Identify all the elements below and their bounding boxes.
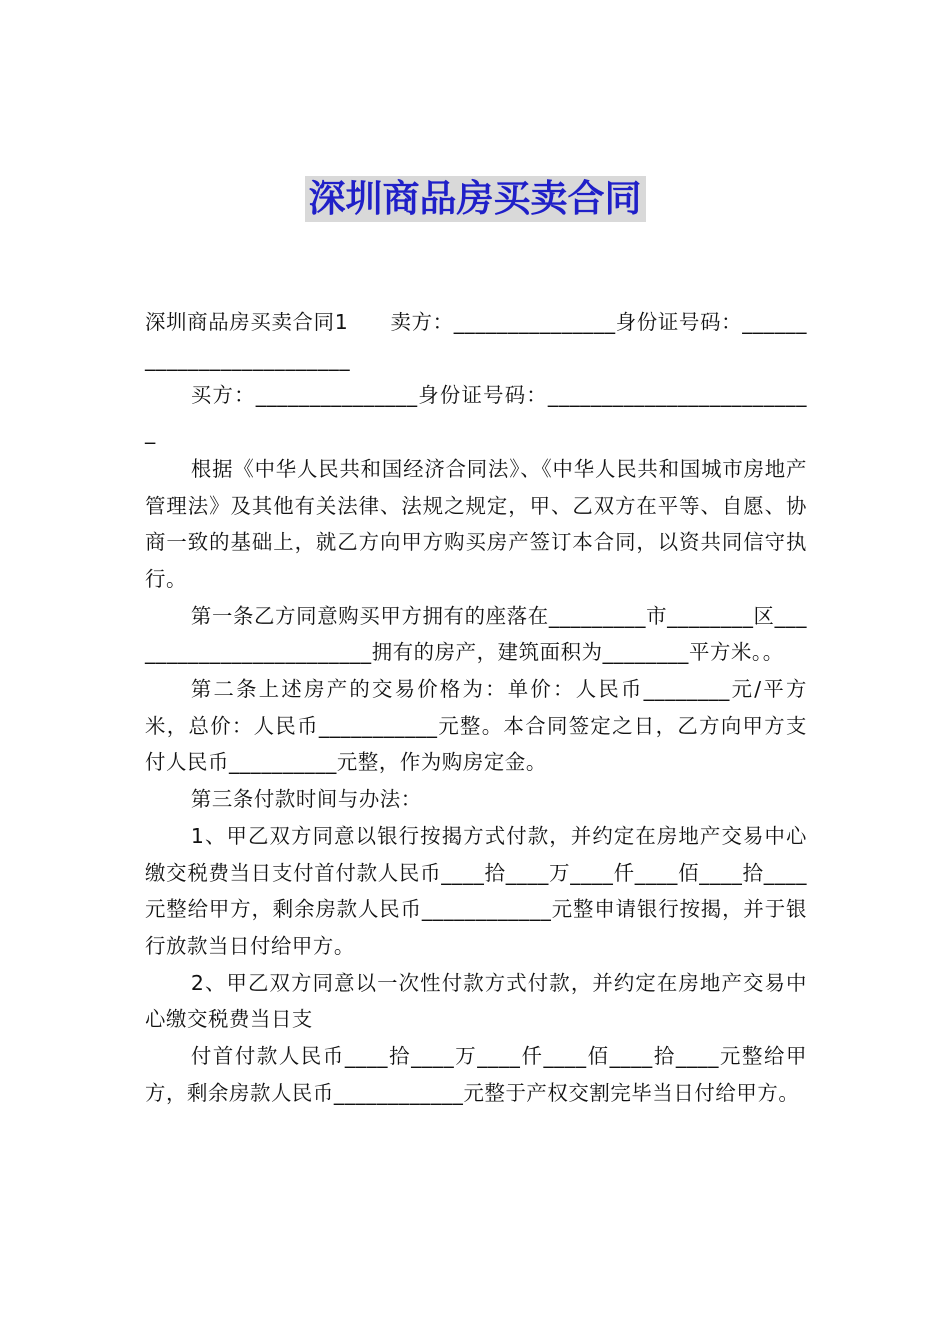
paragraph-header-parties: 深圳商品房买卖合同1 卖方：_______________身份证号码：_________________________ (145, 310, 807, 371)
contract-body (145, 304, 807, 1111)
paragraph-article-3-item-1: 1、甲乙双方同意以银行按揭方式付款，并约定在房地产交易中心缴交税费当日支付首付款人民币____拾____万____仟____佰____拾____元整给甲方，剩余房款人民币____________元整申请银行按揭，并于银行放款当日付给甲方。 (145, 823, 807, 958)
paragraph-article-3: 第三条付款时间与办法： (190, 787, 422, 812)
paragraph-article-2: 第二条上述房产的交易价格为：单价：人民币________元/平方米，总价：人民币___________元整。本合同签定之日，乙方向甲方支付人民币__________元整，作为购房定金。 (145, 677, 807, 775)
paragraph-buyer: 买方：_______________身份证号码：_________________________ (145, 383, 807, 445)
document-title-wrapper (0, 176, 950, 222)
document-title: 深圳商品房买卖合同 (305, 176, 646, 222)
paragraph-article-3-item-2: 2、甲乙双方同意以一次性付款方式付款，并约定在房地产交易中心缴交税费当日支 (145, 970, 807, 1032)
paragraph-article-1: 第一条乙方同意购买甲方拥有的座落在_________市________区________________________拥有的房产，建筑面积为________平方米。。 (145, 603, 807, 665)
paragraph-article-3-item-2-cont: 付首付款人民币____拾____万____仟____佰____拾____元整给甲方，剩余房款人民币____________元整于产权交割完毕当日付给甲方。 (145, 1044, 807, 1105)
paragraph-preamble: 根据《中华人民共和国经济合同法》、《中华人民共和国城市房地产管理法》及其他有关法律、法规之规定，甲、乙双方在平等、自愿、协商一致的基础上，就乙方向甲方购买房产签订本合同，以资共同信守执行。 (145, 456, 807, 591)
